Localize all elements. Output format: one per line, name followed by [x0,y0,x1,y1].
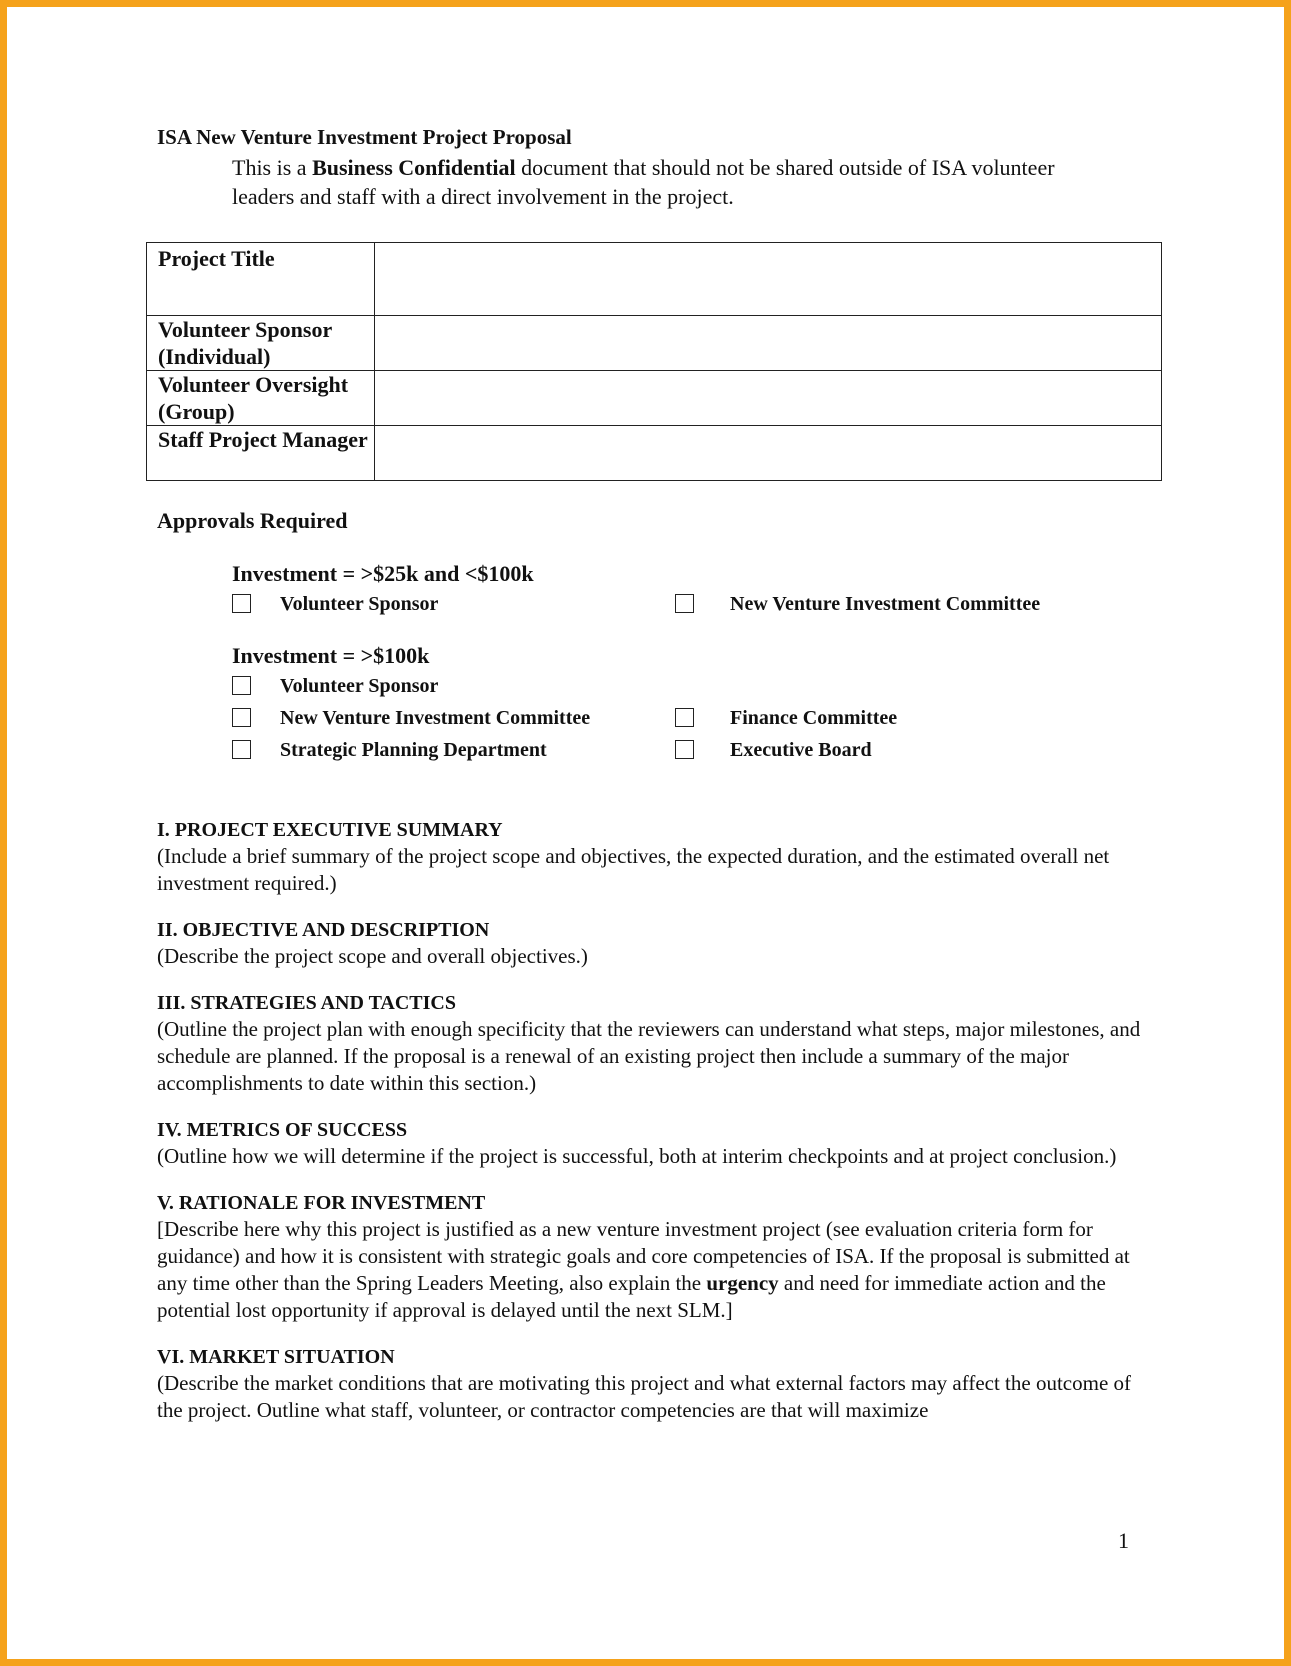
checkbox-row [232,702,1137,734]
intro-bold-text: Business Confidential [312,155,516,180]
staff-project-manager-label: Staff Project Manager [147,426,375,481]
volunteer-oversight-label: Volunteer Oversight (Group) [147,371,375,426]
intro-text-start: This is a [232,155,313,180]
checkbox[interactable] [675,594,694,613]
section-heading: VI. MARKET SITUATION [157,1346,395,1368]
project-title-label: Project Title [147,243,375,316]
checkbox-label: New Venture Investment Committee [730,593,1041,615]
volunteer-sponsor-label: Volunteer Sponsor (Individual) [147,316,375,371]
checkbox-label: Finance Committee [730,707,898,729]
investment-tier-1-label: Investment = >$25k and <$100k [232,561,534,586]
checkbox[interactable] [675,708,694,727]
section-body: (Outline how we will determine if the project is successful, both at interim checkpoints and at project conclusion.) [157,1144,1117,1168]
checkbox-label: Volunteer Sponsor [280,675,439,697]
checkbox[interactable] [232,708,251,727]
volunteer-oversight-field[interactable] [375,371,1162,426]
section-strategies [157,991,1141,1097]
confidentiality-notice [232,153,1092,211]
checkbox-label: Executive Board [730,739,872,761]
checkbox[interactable] [675,740,694,759]
section-heading: IV. METRICS OF SUCCESS [157,1119,408,1141]
section-objective [157,918,1137,970]
checkbox-label: Strategic Planning Department [280,739,547,761]
section-heading: II. OBJECTIVE AND DESCRIPTION [157,919,490,941]
table-row [147,371,1162,426]
approvals-heading: Approvals Required [157,508,348,533]
section-body [157,1216,1147,1324]
section-heading: I. PROJECT EXECUTIVE SUMMARY [157,819,503,841]
section-body: (Outline the project plan with enough specificity that the reviewers can understand what steps, major milestones, and schedule are planned. If the proposal is a renewal of an existing project then include a summary of the major accomplishments to date within this section.) [157,1017,1141,1095]
document-title: ISA New Venture Investment Project Proposal [157,125,572,149]
investment-tier-1 [232,560,1137,620]
checkbox-row [232,670,1137,702]
section-body: (Describe the market conditions that are motivating this project and what external factors may affect the outcome of the project. Outline what staff, volunteer, or contractor competencies are that will maximize [157,1371,1132,1422]
checkbox[interactable] [232,594,251,613]
table-row [147,426,1162,481]
document-content [157,124,1141,1445]
intro-text-end: document that should not be shared outside of ISA volunteer leaders and staff with a direct involvement in the project. [232,155,1055,209]
checkbox-label: Volunteer Sponsor [280,593,439,615]
checkbox[interactable] [232,676,251,695]
checkbox-label: New Venture Investment Committee [280,707,591,729]
investment-tier-2 [232,642,1137,766]
rationale-bold-text: urgency [706,1271,779,1295]
table-row [147,316,1162,371]
project-info-table [146,242,1162,481]
section-body: (Include a brief summary of the project scope and objectives, the expected duration, and the estimated overall net investment required.) [157,844,1110,895]
checkbox-row [232,734,1137,766]
checkbox-row [232,588,1137,620]
volunteer-sponsor-field[interactable] [375,316,1162,371]
section-metrics [157,1118,1137,1170]
section-heading: V. RATIONALE FOR INVESTMENT [157,1192,486,1214]
investment-tier-2-label: Investment = >$100k [232,643,430,668]
section-heading: III. STRATEGIES AND TACTICS [157,992,456,1014]
rationale-text-start: [Describe here why this project is justified as a new venture investment project (see evaluation criteria form for guidance) and how it is consistent with strategic goals and core competencies of ISA. If the proposal is submitted at any time other than the Spring Leaders Meeting, also explain the [157,1217,1130,1295]
section-body: (Describe the project scope and overall objectives.) [157,944,588,968]
section-market-situation [157,1345,1137,1424]
table-row [147,243,1162,316]
rationale-text-end: and need for immediate action and the potential lost opportunity if approval is delayed until the next SLM.] [157,1271,1106,1322]
section-executive-summary [157,818,1137,897]
proposal-sections [157,818,1141,1424]
checkbox[interactable] [232,740,251,759]
section-rationale [157,1191,1137,1324]
staff-project-manager-field[interactable] [375,426,1162,481]
page-number: 1 [1118,1528,1129,1553]
project-title-field[interactable] [375,243,1162,316]
